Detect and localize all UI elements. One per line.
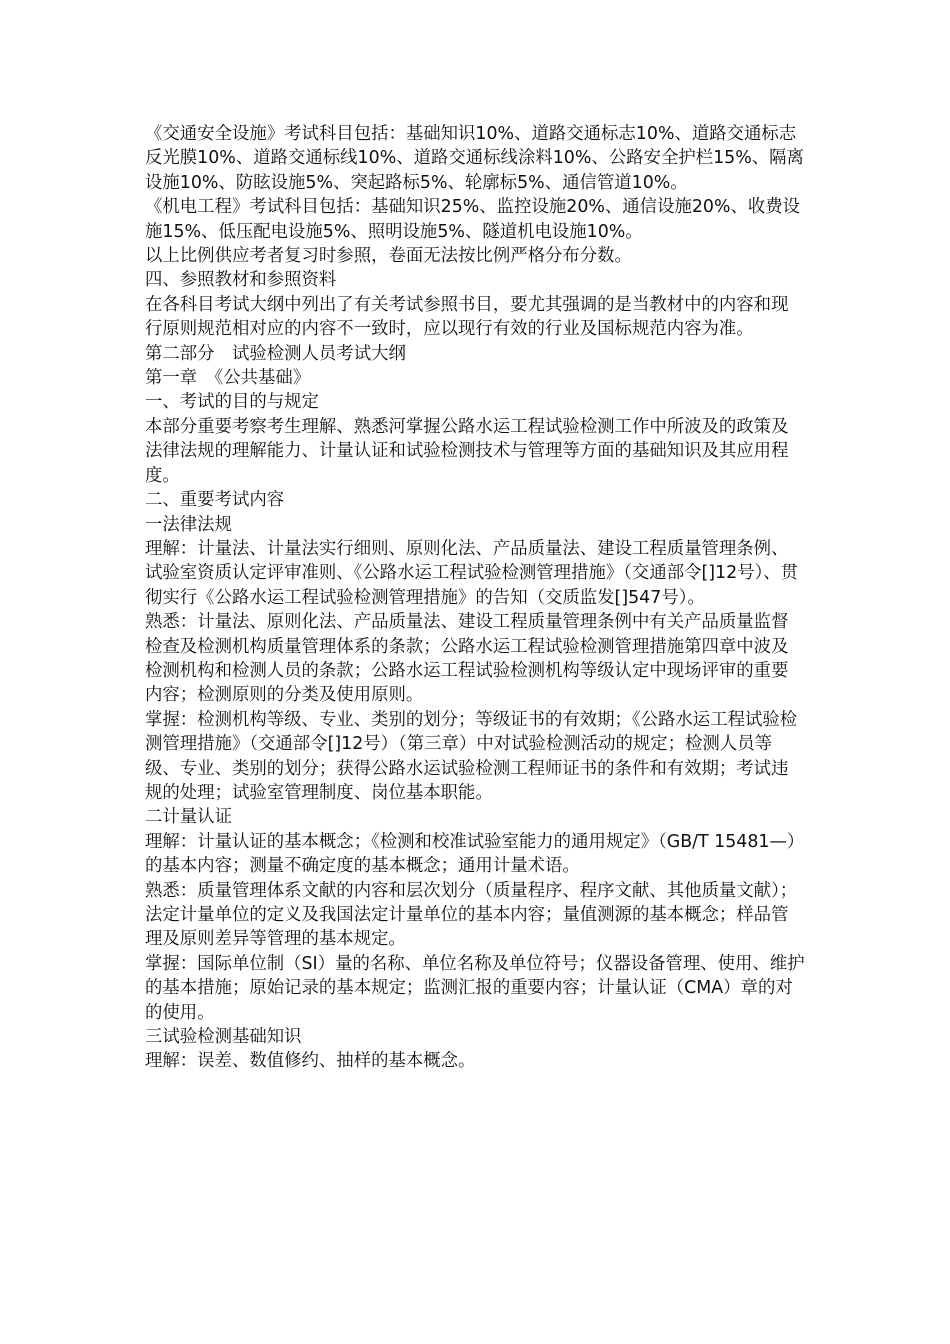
- subheading-laws: 一法律法规: [145, 514, 232, 535]
- paragraph-proportion-note: 以上比例供应考者复习时参照，卷面无法按比例严格分布分数。: [145, 246, 632, 267]
- subheading-testing-basics: 三试验检测基础知识: [145, 1027, 302, 1048]
- paragraph-electromechanical-subjects: 《机电工程》考试科目包括：基础知识25%、监控设施20%、通信设施20%、收费设施15%、低压配电设施5%、照明设施5%、隧道机电设施10%。: [145, 197, 801, 242]
- section-heading-content: 二、重要考试内容: [145, 490, 285, 511]
- section-heading-references: 四、参照教材和参照资料: [145, 270, 337, 291]
- paragraph-traffic-safety-subjects: 《交通安全设施》考试科目包括：基础知识10%、道路交通标志10%、道路交通标志反光膜10%、道路交通标线10%、道路交通标线涂料10%、公路安全护栏15%、隔离设施10%、防眩设施5%、突起路标5%、轮廓标5%、通信管道10%。: [145, 124, 804, 193]
- paragraph-laws-understand: 理解：计量法、计量法实行细则、原则化法、产品质量法、建设工程质量管理条例、试验室资质认定评审准则、《公路水运工程试验检测管理措施》（交通部令[]12号）、贯彻实行《公路水运工程试验检测管理措施》的告知（交质监发[]547号）。: [145, 538, 799, 608]
- paragraph-testing-understand: 理解：误差、数值修约、抽样的基本概念。: [145, 1051, 476, 1072]
- paragraph-laws-master: 掌握：检测机构等级、专业、类别的划分；等级证书的有效期；《公路水运工程试验检测管理措施》（交通部令[]12号）（第三章）中对试验检测活动的规定；检测人员等级、专业、类别的划分；获得公路水运试验检测工程师证书的条件和有效期；考试违规的处理；试验室管理制度、岗位基本职能。: [145, 709, 798, 803]
- part-heading: 第二部分 试验检测人员考试大纲: [145, 343, 406, 364]
- subheading-metrology: 二计量认证: [145, 807, 232, 828]
- paragraph-metrology-master: 掌握：国际单位制（SI）量的名称、单位名称及单位符号；仪器设备管理、使用、维护的基本措施；原始记录的基本规定；监测汇报的重要内容；计量认证（CMA）章的对的使用。: [145, 953, 805, 1023]
- paragraph-purpose: 本部分重要考察考生理解、熟悉河掌握公路水运工程试验检测工作中所波及的政策及法律法规的理解能力、计量认证和试验检测技术与管理等方面的基础知识及其应用程度。: [145, 416, 789, 486]
- paragraph-laws-familiar: 熟悉：计量法、原则化法、产品质量法、建设工程质量管理条例中有关产品质量监督检查及检测机构质量管理体系的条款；公路水运工程试验检测管理措施第四章中波及检测机构和检测人员的条款；公路水运工程试验检测机构等级认定中现场评审的重要内容；检测原则的分类及使用原则。: [145, 612, 789, 706]
- document-page: [145, 122, 805, 1074]
- section-heading-purpose: 一、考试的目的与规定: [145, 392, 319, 413]
- chapter-heading: 第一章 《公共基础》: [145, 368, 311, 389]
- paragraph-metrology-understand: 理解：计量认证的基本概念；《检测和校准试验室能力的通用规定》（GB/T 15481—）的基本内容；测量不确定度的基本概念；通用计量术语。: [145, 831, 805, 877]
- paragraph-metrology-familiar: 熟悉：质量管理体系文献的内容和层次划分（质量程序、程序文献、其他质量文献）；法定计量单位的定义及我国法定计量单位的基本内容；量值测源的基本概念；样品管理及原则差异等管理的基本规定。: [145, 880, 798, 950]
- paragraph-references: 在各科目考试大纲中列出了有关考试参照书目，要尤其强调的是当教材中的内容和现行原则规范相对应的内容不一致时，应以现行有效的行业及国标规范内容为准。: [145, 294, 789, 340]
